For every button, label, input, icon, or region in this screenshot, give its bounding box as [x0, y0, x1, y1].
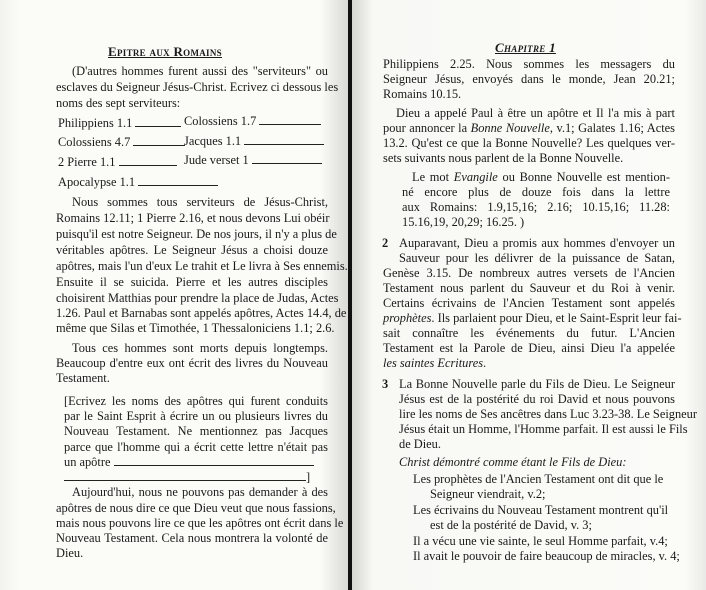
answer-blank[interactable]: [114, 465, 314, 466]
paragraph-line: Auparavant, Dieu a promis aux hommes d'envoyer un: [399, 236, 675, 250]
answer-blank[interactable]: [64, 480, 306, 481]
paragraph-line: apôtres de nous dire ce que Dieu veut que nous fassions,: [56, 501, 336, 515]
paragraph-line: Testament.: [56, 371, 110, 385]
paragraph-line: choisirent Matthias pour prendre la place de Judas, Actes: [56, 291, 339, 305]
exercise-line: [64, 455, 314, 470]
answer-blank[interactable]: [135, 126, 181, 127]
paragraph-line: Jésus était un Homme, l'Homme parfait. Il est aussi le Fils: [399, 422, 688, 436]
paragraph-line: apôtres, mais l'un d'eux Le trahit et Le livra à Ses ennemis.: [56, 259, 348, 273]
reference-field: [184, 114, 321, 129]
paragraph-line: Philippiens 2.25. Nous sommes les messagers du: [383, 57, 675, 71]
reference-field: [184, 153, 322, 168]
exercise-line: par le Saint Esprit à écrire un ou plusieurs livres du: [64, 409, 328, 423]
reference-label: Apocalypse 1.1: [58, 175, 136, 189]
paragraph-line: [412, 170, 670, 185]
intro-line: noms des sept serviteurs:: [56, 96, 181, 110]
left-page: [0, 0, 348, 590]
paragraph-line: 15.16,19, 20,29; 16.25. ): [402, 215, 525, 229]
answer-blank[interactable]: [252, 163, 322, 164]
reference-label: Philippiens 1.1: [58, 116, 133, 130]
list-item: Les prophètes de l'Ancien Testament ont dit que le: [413, 472, 664, 486]
reference-field: [184, 134, 324, 149]
paragraph-line: Testament est la Parole de Dieu, ainsi Dieu l'a appelée: [383, 341, 675, 355]
right-page: [352, 0, 706, 590]
paragraph-line: même que Silas et Timothée, 1 Thessaloniciens 1.1; 2.6.: [56, 321, 335, 335]
exercise-line: [Ecrivez les noms des apôtres qui furent conduits: [64, 394, 328, 408]
intro-line: (D'autres hommes furent aussi des "serviteurs" ou: [72, 64, 328, 78]
bracket-close: ]: [306, 470, 311, 484]
paragraph-line: mais nous pouvons lire ce que les apôtres ont écrit dans le: [56, 516, 344, 530]
exercise-line: Nouveau Testament. Ne mentionnez pas Jacques: [64, 424, 328, 438]
paragraph-line: Nous sommes tous serviteurs de Jésus-Christ,: [72, 195, 328, 209]
list-item: Il a vécu une vie sainte, le seul Homme parfait, v.4;: [413, 534, 668, 548]
section-number: 3: [382, 377, 389, 391]
answer-blank[interactable]: [138, 185, 218, 186]
paragraph-line: puisqu'il est notre Seigneur. De nos jours, il n'y a plus de: [56, 227, 337, 241]
reference-field: [58, 135, 185, 150]
paragraph-line: Beaucoup d'entre eux ont écrit des livres du Nouveau: [56, 356, 328, 370]
list-item: Seigneur viendrait, v.2;: [430, 487, 546, 501]
paragraph-line: de Dieu.: [399, 437, 441, 451]
paragraph-line: Seigneur Jésus, envoyés dans le monde, Jean 20.21;: [383, 72, 675, 86]
paragraph-line: 1.26. Paul et Barnabas sont appelés apôtres, Actes 14.4, de: [56, 306, 347, 320]
reference-label: Colossiens 1.7: [184, 114, 257, 128]
text-run: ou Bonne Nouvelle est mention-: [497, 170, 670, 184]
italic-run: prophètes: [383, 311, 432, 325]
answer-blank[interactable]: [244, 144, 324, 145]
paragraph-line: véritables apôtres. Le Seigneur Jésus a choisi douze: [56, 243, 328, 257]
answer-blank[interactable]: [259, 124, 321, 125]
paragraph-line: aux Romains: 1.9,15,16; 2.16; 10.15,16; 11.28:: [402, 200, 670, 214]
text-run: Le mot: [412, 170, 454, 184]
text-run: , v.1; Galates 1.16; Actes: [549, 121, 675, 135]
reference-label: Jude verset 1: [184, 153, 249, 167]
paragraph-line: Romains 12.11; 1 Pierre 2.16, et nous devons Lui obéir: [56, 211, 330, 225]
paragraph-line: Jésus est de la postérité du roi David et nous pouvons: [399, 392, 675, 406]
paragraph-line: Genèse 3.15. De nombreux autres versets de l'Ancien: [383, 266, 675, 280]
intro-line: esclaves du Seigneur Jésus-Christ. Ecrivez ci dessous les: [56, 80, 339, 94]
paragraph-line: sets suivants nous parlent de la Bonne Nouvelle.: [383, 151, 624, 165]
reference-field: [58, 175, 218, 190]
reference-label: Colossiens 4.7: [58, 135, 131, 149]
left-page-title: Epitre aux Romains: [108, 44, 222, 59]
exercise-text: un apôtre: [64, 455, 111, 469]
list-item: est de la postérité de David, v. 3;: [430, 518, 592, 532]
paragraph-line: La Bonne Nouvelle parle du Fils de Dieu. Le Seigneur: [399, 377, 675, 391]
reference-label: 2 Pierre 1.1: [58, 155, 116, 169]
text-run: . Ils parlaient pour Dieu, et le Saint-Esprit leur fai-: [431, 311, 682, 325]
list-item: Il avait le pouvoir de faire beaucoup de miracles, v. 4;: [413, 549, 680, 563]
paragraph-line: [383, 311, 682, 326]
paragraph-line: Certains écrivains de l'Ancien Testament sont appelés: [383, 296, 675, 310]
answer-blank[interactable]: [119, 165, 177, 166]
reference-field: [58, 155, 177, 170]
answer-blank[interactable]: [133, 145, 185, 146]
paragraph-line: Romains 10.15.: [383, 87, 462, 101]
italic-run: les saintes Ecritures: [383, 356, 484, 370]
paragraph-line: Ensuite il se suicida. Pierre et les autres disciples: [56, 275, 328, 289]
paragraph-line: né encore plus de douze fois dans la lettre: [402, 185, 670, 199]
italic-run: Evangile: [453, 170, 498, 184]
reference-label: Jacques 1.1: [184, 134, 242, 148]
paragraph-line: Dieu a appelé Paul à être un apôtre et Il l'a mis à part: [396, 106, 675, 120]
paragraph-line: Testament nous parlent du Sauveur et du Roi à venir.: [383, 281, 675, 295]
book-gutter: [348, 0, 352, 590]
paragraph-line: [383, 356, 486, 371]
right-page-title: Chapitre 1: [495, 40, 556, 55]
list-heading: Christ démontré comme étant le Fils de Dieu:: [399, 455, 627, 469]
paragraph-line: [383, 121, 675, 136]
text-run: pour annoncer la: [383, 121, 471, 135]
paragraph-line: Aujourd'hui, nous ne pouvons pas demander à des: [72, 485, 328, 499]
exercise-line: parce que l'homme qui a écrit cette lettre n'était pas: [64, 440, 328, 454]
paragraph-line: Dieu.: [56, 546, 84, 560]
paragraph-line: 13.2. Qu'est ce que la Bonne Nouvelle? Les quelques ver-: [383, 136, 675, 150]
paragraph-line: lire les noms de Ses ancêtres dans Luc 3.23-38. Le Seigneur: [399, 407, 697, 421]
paragraph-line: Nouveau Testament. Cela nous montrera la volonté de: [56, 531, 328, 545]
exercise-line: [64, 470, 310, 485]
italic-run: Bonne Nouvelle: [470, 121, 550, 135]
paragraph-line: sait connaître les événements du futur. L'Ancien: [383, 326, 675, 340]
list-item: Les écrivains du Nouveau Testament montrent qu'il: [413, 503, 669, 517]
paragraph-line: Sauveur pour les délivrer de la puissance de Satan,: [399, 251, 675, 265]
section-number: 2: [382, 236, 389, 250]
reference-field: [58, 116, 181, 131]
text-run: .: [483, 356, 487, 370]
paragraph-line: Tous ces hommes sont morts depuis longtemps.: [72, 341, 328, 355]
